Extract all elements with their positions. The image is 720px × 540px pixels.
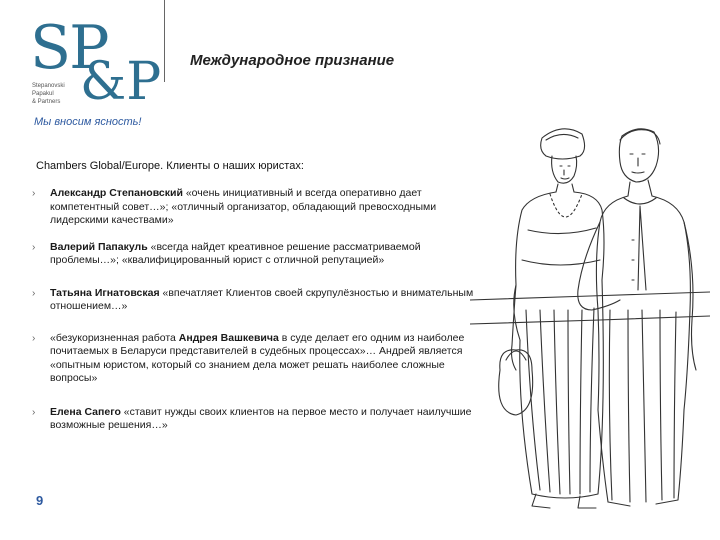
logo-letters: SP [30,13,108,83]
section-heading: Chambers Global/Europe. Клиенты о наших юристах: [36,160,304,172]
two-people-sketch-icon [470,110,710,530]
list-item [32,332,482,386]
item-quote: в суде делает его одним из наиболее почитаемых в Беларуси представителей в судебных процессах»… Андрей является «опытным юристом, который со знанием дела может решать наиболее сложные вопросы» [50,331,465,384]
item-quote: «всегда найдет креативное решение рассматриваемой проблемы…»; «квалифицированный юрист с отличной репутацией» [50,240,421,266]
bullet-icon: › [32,406,36,418]
lawyer-name: Татьяна Игнатовская [50,286,160,299]
bullet-icon: › [32,332,36,344]
item-quote: «впечатляет Клиентов своей скрупулёзностью и внимательным отношением…» [50,286,474,312]
company-logo [30,13,162,113]
page-number: 9 [36,493,44,508]
logo-subtitle-line: Stepanovski [32,83,65,89]
bullet-icon: › [32,287,36,299]
item-prefix: «безукоризненная работа [50,331,179,344]
item-quote: «ставит нужды своих клиентов на первое место и получает наилучшие возможные решения…» [50,405,472,431]
logo-subtitle-line: Papakul [32,91,54,97]
logo-subtitle-line: & Partners [32,99,61,105]
logo-subtitle [32,82,65,106]
lawyer-name: Валерий Папакуль [50,240,148,253]
bullet-icon: › [32,188,36,199]
testimonial-list [32,187,482,433]
list-item [32,287,482,314]
logo-ampersand: &P [80,52,162,112]
list-item [32,406,482,433]
item-quote: «очень инициативный и всегда оперативно дает компетентный совет…»; «отличный организатор, обладающий превосходными лидерскими качествами» [50,187,437,226]
lawyer-name: Александр Степановский [50,187,183,199]
page-title: Международное признание [190,52,395,69]
lawyer-name: Андрея Вашкевича [178,331,279,344]
list-item [32,241,482,268]
list-item [32,187,482,228]
header-divider [164,0,165,82]
lawyer-name: Елена Сапего [50,405,121,418]
tagline: Мы вносим ясность! [34,116,142,128]
bullet-icon: › [32,241,36,253]
